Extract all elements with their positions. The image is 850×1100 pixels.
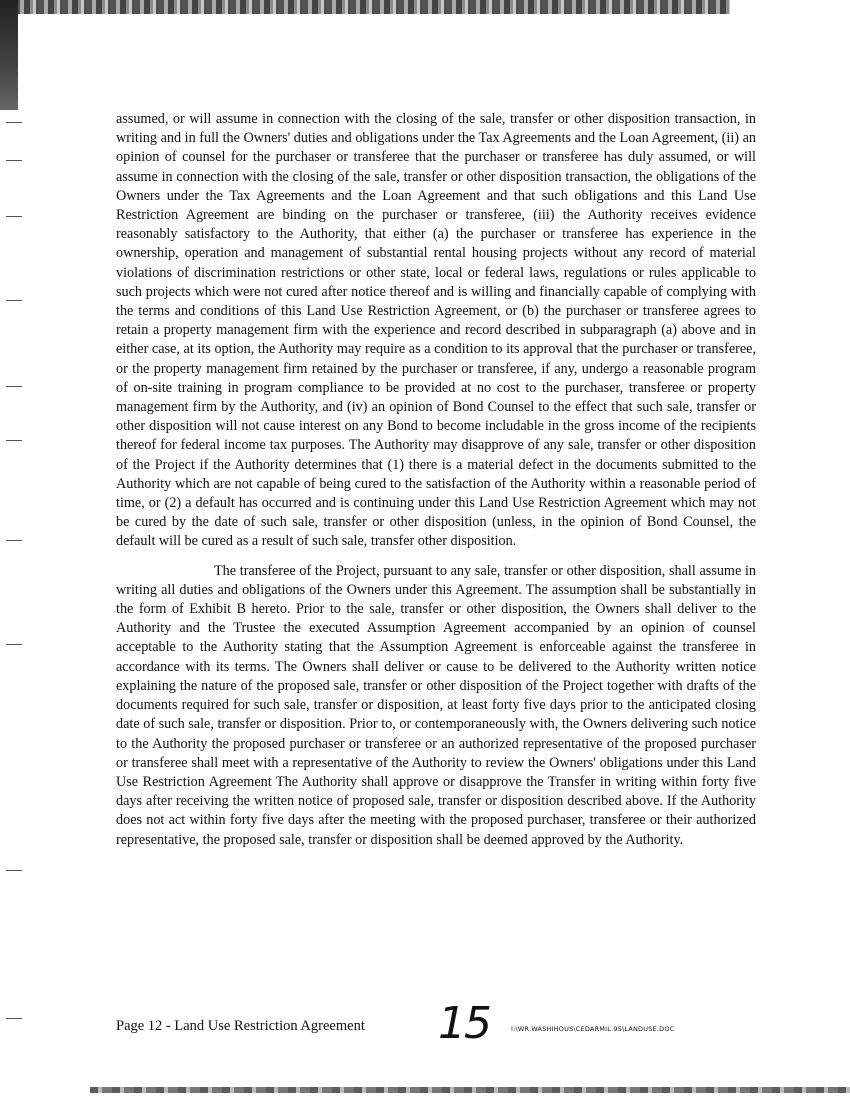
body-paragraph: The transferee of the Project, pursuant to any sale, transfer or other disposition, shall assume in writing all duties and obligations of the Owners under this Agreement. The assumption shall be substantially in the form of Exhibit B hereto. Prior to the sale, transfer or other disposition, the Owners shall deliver to the Authority and the Trustee the executed Assumption Agreement accompanied by an opinion of counsel acceptable to the Authority stating that the Assumption Agreement is enforceable against the transferee in accordance with its terms. The Owners shall deliver or cause to be delivered to the Authority written notice explaining the nature of the proposed sale, transfer or other disposition of the Project together with drafts of the documents required for such sale, transfer or disposition, at least forty five days prior to the anticipated closing date of such sale, transfer or disposition. Prior to, or contemporaneously with, the Owners delivering such notice to the Authority the proposed purchaser or transferee or an authorized representative of the proposed purchaser or transferee shall meet with a representative of the Authority to review the Owners' obligations under this Land Use Restriction Agreement The Authority shall approve or disapprove the Transfer in writing within forty five days after receiving the written notice of proposed sale, transfer or disposition described above. If the Authority does not act within forty five days after the meeting with the proposed purchaser, transferee or their authorized representative, the proposed sale, transfer or disposition shall be deemed approved by the Authority. [116, 562, 756, 848]
document-body [116, 110, 756, 850]
footer-file-path: I:\WR.WASHIHOUS\CEDARMIL.95\LANDUSE.DOC [511, 1025, 675, 1033]
footer-page-label: Page 12 - Land Use Restriction Agreement [116, 1018, 365, 1034]
scan-artifact-top [0, 0, 730, 14]
margin-mark [6, 300, 22, 301]
margin-mark [6, 644, 22, 645]
margin-mark [6, 870, 22, 871]
scan-artifact-left [0, 0, 18, 110]
scan-artifact-bottom [90, 1087, 850, 1093]
margin-mark [6, 440, 22, 441]
margin-mark [6, 1018, 22, 1019]
margin-mark [6, 160, 22, 161]
margin-mark [6, 122, 22, 123]
margin-mark [6, 386, 22, 387]
margin-mark [6, 540, 22, 541]
margin-mark [6, 216, 22, 217]
handwritten-page-number: 15 [438, 998, 490, 1049]
body-paragraph: assumed, or will assume in connection with the closing of the sale, transfer or other disposition transaction, in writing and in full the Owners' duties and obligations under the Tax Agreements and the Loan Agreement, (ii) an opinion of counsel for the purchaser or transferee that the purchaser or transferee has duly assumed, or will assume in connection with the closing of the sale, transfer or other disposition transaction, the obligations of the Owners under the Tax Agreements and the Loan Agreement and that such obligations and this Land Use Restriction Agreement are binding on the purchaser or transferee, (iii) the Authority receives evidence reasonably satisfactory to the Authority, that either (a) the purchaser or transferee has experience in the ownership, operation and management of substantial rental housing projects without any record of material violations of discrimination restrictions or other state, local or federal laws, regulations or rules applicable to such projects which were not cured after notice thereof and is willing and financially capable of complying with the terms and conditions of this Land Use Restriction Agreement, or (b) the purchaser or transferee agrees to retain a property management firm with the experience and record described in subparagraph (a) above and in either case, at its option, the Authority may require as a condition to its approval that the purchaser or transferee, or the property management firm retained by the purchaser or transferee, if any, undergo a reasonable program of on-site training in program compliance to be provided at no cost to the purchaser, transferee or property management firm by the Authority, and (iv) an opinion of Bond Counsel to the effect that such sale, transfer or other disposition will not cause interest on any Bond to become includable in the gross income of the recipients thereof for federal income tax purposes. The Authority may disapprove of any sale, transfer or other disposition of the Project if the Authority determines that (1) there is a material defect in the documents submitted to the Authority which are not capable of being cured to the satisfaction of the Authority within a reasonable period of time, or (2) a default has occurred and is continuing under this Land Use Restriction Agreement which may not be cured by the date of such sale, transfer or other disposition (unless, in the opinion of Bond Counsel, the default will be cured as a result of such sale, transfer other disposition. [116, 111, 756, 550]
